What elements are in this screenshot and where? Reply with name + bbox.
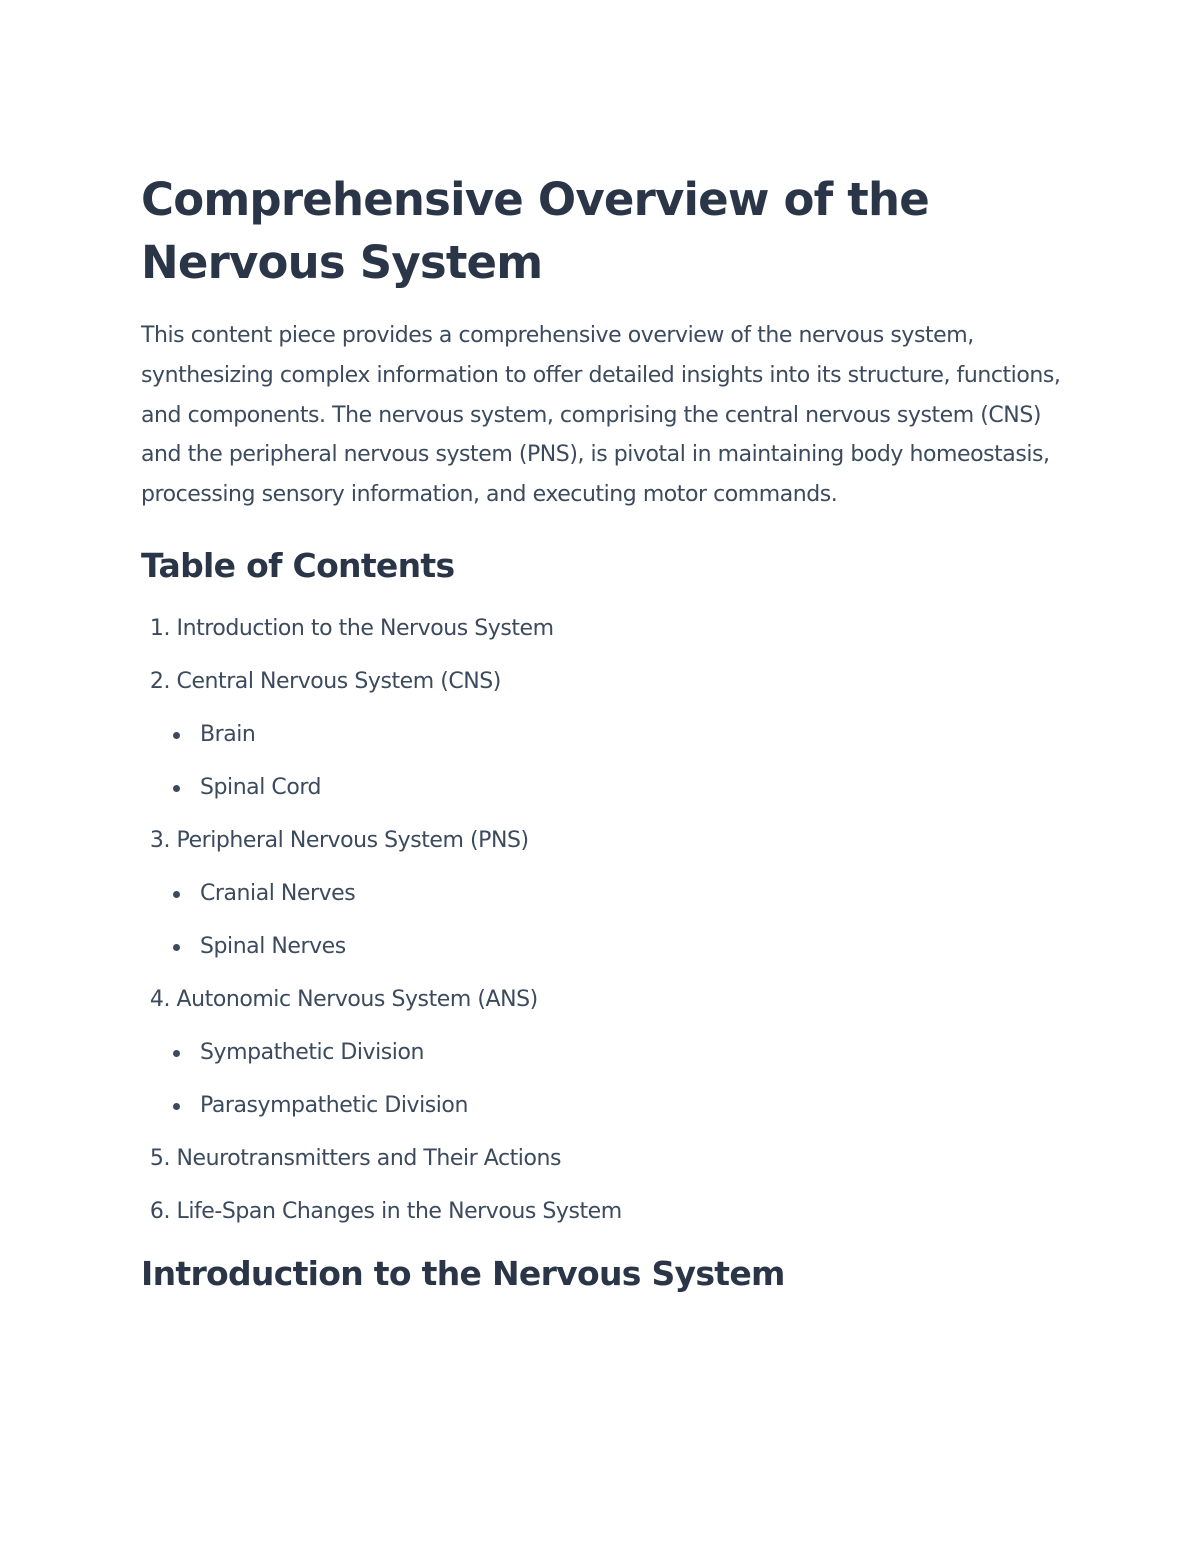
toc-subitem-cranial-nerves <box>141 879 1071 932</box>
toc-item-cns <box>141 667 1071 826</box>
document-page <box>141 168 1071 1296</box>
toc-item-label: Neurotransmitters and Their Actions <box>176 1145 561 1171</box>
toc-subitem-label: Spinal Cord <box>200 774 322 800</box>
toc-sublist-cns <box>141 720 1071 826</box>
section-heading-introduction: Introduction to the Nervous System <box>141 1253 785 1293</box>
bullet-icon <box>173 732 180 739</box>
toc-subitem-label: Spinal Nerves <box>200 933 346 959</box>
toc-subitem-label: Cranial Nerves <box>200 880 356 906</box>
table-of-contents <box>141 614 1071 1250</box>
toc-item-label: Life-Span Changes in the Nervous System <box>176 1198 622 1224</box>
toc-subitem-parasympathetic <box>141 1091 1071 1144</box>
toc-sublist-pns <box>141 879 1071 985</box>
toc-item-number: 4. <box>149 986 170 1012</box>
toc-subitem-label: Brain <box>200 721 256 747</box>
toc-subitem-sympathetic <box>141 1038 1071 1091</box>
bullet-icon <box>173 785 180 792</box>
toc-subitem-spinal-nerves <box>141 932 1071 985</box>
intro-paragraph: This content piece provides a comprehensive overview of the nervous system, synthesizing complex information to offer detailed insights into its structure, functions, and components. The nervous system, comprising the central nervous system (CNS) and the peripheral nervous system (PNS), is pivotal in maintaining body homeostasis, processing sensory information, and executing motor commands. <box>141 323 1061 508</box>
bullet-icon <box>173 891 180 898</box>
toc-item-pns <box>141 826 1071 985</box>
toc-item-number: 1. <box>149 615 170 641</box>
toc-item-label: Peripheral Nervous System (PNS) <box>176 827 529 853</box>
bullet-icon <box>173 944 180 951</box>
toc-subitem-spinal-cord <box>141 773 1071 826</box>
toc-item-life-span <box>141 1197 1071 1250</box>
toc-subitem-brain <box>141 720 1071 773</box>
toc-sublist-ans <box>141 1038 1071 1144</box>
toc-item-neurotransmitters <box>141 1144 1071 1197</box>
toc-item-number: 3. <box>149 827 170 853</box>
toc-item-number: 5. <box>149 1145 170 1171</box>
toc-item-introduction <box>141 614 1071 667</box>
toc-item-label: Central Nervous System (CNS) <box>176 668 501 694</box>
toc-item-label: Introduction to the Nervous System <box>176 615 554 641</box>
toc-subitem-label: Sympathetic Division <box>200 1039 424 1065</box>
toc-item-ans <box>141 985 1071 1144</box>
toc-heading: Table of Contents <box>141 545 455 585</box>
toc-item-label: Autonomic Nervous System (ANS) <box>176 986 538 1012</box>
toc-item-number: 2. <box>149 668 170 694</box>
toc-item-number: 6. <box>149 1198 170 1224</box>
bullet-icon <box>173 1050 180 1057</box>
toc-subitem-label: Parasympathetic Division <box>200 1092 468 1118</box>
bullet-icon <box>173 1103 180 1110</box>
page-title: Comprehensive Overview of the Nervous System <box>141 173 929 289</box>
